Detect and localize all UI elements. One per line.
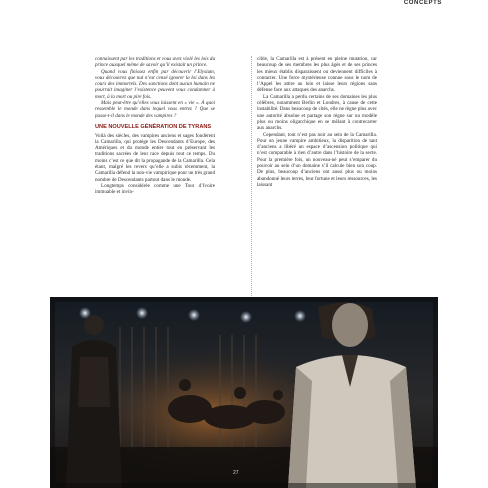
- body-paragraph-3: cible, la Camarilla est à présent en pleine mutation, car beaucoup de ses membres les plus âgés et de ses princes les mieux établis disparaissent ou deviennent difficiles à contacter. Une force mystérieuse connue sous le nom de l’Appel les attire au loin et laisse leurs régions sans défense face aux attaques des anarchs.: [257, 56, 377, 94]
- page-number: 27: [233, 470, 239, 476]
- illustration-art: [50, 297, 438, 488]
- body-paragraph-1: Voilà des siècles, des vampires anciens et sages fondèrent la Camarilla, qui protège les Descendants d’Europe, des Amériques et du monde entier tout en préservant les traditions sacrées de leur race depuis tout ce temps. Du moins c’est ce que dit la propagande de la Camarilla. Cela étant, malgré les revers qu’elle a subis récemment, la Camarilla défend la non-vie vampirique pour un très grand nombre de Descendants partout dans le monde.: [95, 132, 215, 183]
- right-column: [257, 56, 377, 301]
- illustration-vampire-scene: [50, 297, 438, 488]
- intro-paragraph-2: Quand vous finissez enfin par découvrir l’Elysium, vous découvrez que nul n’est censé ignorer la loi dans les cours des immortels. Des sanctions dont aucun humain ne pourrait imaginer l’existence peuvent vous condamner à mort, à la mort ou pire fois.: [95, 68, 215, 100]
- intro-paragraph-3: Mais peut-être qu’elles vous laissent en « vie ». À quoi ressemble le monde dans lequel vous entrez ? Que se passe-t-il dans le monde des vampires ?: [95, 100, 215, 119]
- intro-paragraph-1: connaissent par les traditions et vous avez violé les lois du prince auxquel même de savoir qu’il existait un prince.: [95, 56, 215, 69]
- body-paragraph-4: La Camarilla a perdu certains de ses domaines les plus célèbres, notamment Berlin et Londres, à cause de cette instabilité. Dans beaucoup de cités, elle ne règne plus avec une autorité absolue et partage son règne sur un modèle plus ou moins oligarchique en se mêlant à contrecarrer aux anarchs.: [257, 93, 377, 132]
- left-column: [95, 56, 215, 296]
- body-paragraph-2: Longtemps considérée comme une Tour d’Ivoire immuable et invin-: [95, 182, 215, 196]
- section-header: CONCEPTS: [403, 0, 442, 6]
- body-paragraph-5: Cependant, tout n’est pas noir au sein de la Camarilla. Pour un jeune vampire ambitieux, la disparition de tant d’anciens a libéré un espace d’ascension politique qui n’est comparable à rien d’autre dans l’histoire de la secte. Pour la première fois, un nouveau-né peut s’emparer du pouvoir au sein d’un domaine s’il calcule bien son coup. De plus, beaucoup d’anciens ont aussi plus ou moins abandonné leurs terres, leur fortune et leurs ressources, les laissant: [257, 131, 377, 188]
- column-divider: [251, 56, 252, 296]
- section-heading: UNE NOUVELLE GÉNÉRATION DE TYRANS: [95, 123, 212, 130]
